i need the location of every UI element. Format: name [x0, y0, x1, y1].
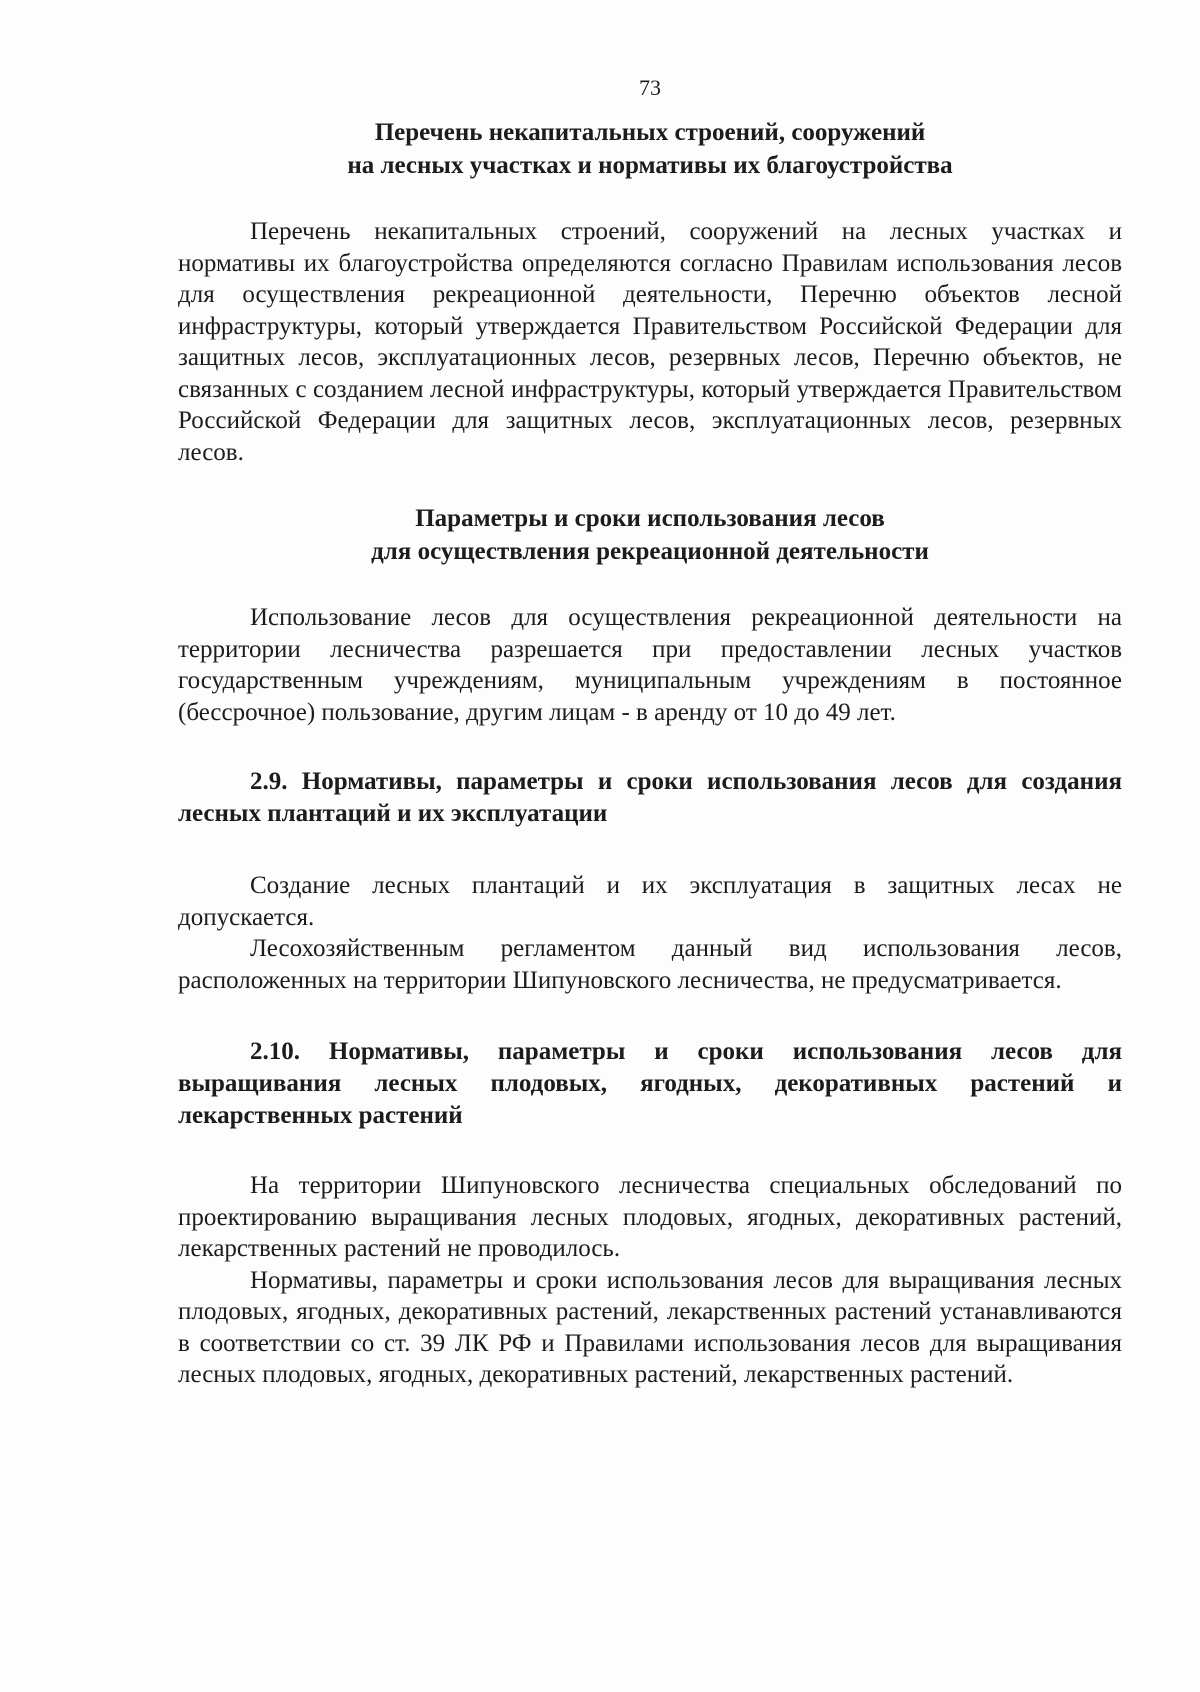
paragraph-cultivation-2: Нормативы, параметры и сроки использования лесов для выращивания лесных плодовых, ягодных, декоративных растений, лекарственных растений устанавливаются в соответствии со ст. 39 ЛК РФ и Правилами использования лесов для выращивания лесных плодовых, ягодных, декоративных растений, лекарственных растений. [178, 1266, 1122, 1388]
paragraph-structures: Перечень некапитальных строений, сооружений на лесных участках и нормативы их благоустройства определяются согласно Правилам использования лесов для осуществления рекреационной деятельности, Перечню объектов лесной инфраструктуры, который утверждается Правительством Российской Федерации для защитных лесов, эксплуатационных лесов, резервных лесов, Перечню объектов, не связанных с созданием лесной инфраструктуры, который утверждается Правительством Российской Федерации для защитных лесов, эксплуатационных лесов, резервных лесов. [178, 218, 1122, 466]
section-title-2-10: 2.10. Нормативы, параметры и сроки использования лесов для выращивания лесных плодовых, ягодных, декоративных растений и лекарственных растений [178, 1038, 1122, 1129]
paragraph-plantations-1: Создание лесных плантаций и их эксплуатация в защитных лесах не допускается. [178, 872, 1122, 931]
paragraph-plantations-2: Лесохозяйственным регламентом данный вид использования лесов, расположенных на территории Шипуновского лесничества, не предусматривается. [178, 935, 1122, 994]
paragraph-cultivation-1: На территории Шипуновского лесничества специальных обследований по проектированию выращивания лесных плодовых, ягодных, декоративных растений, лекарственных растений не проводилось. [178, 1172, 1122, 1262]
section-title-recreation [178, 502, 1122, 568]
section-title-2-9: 2.9. Нормативы, параметры и сроки использования лесов для создания лесных плантаций и их эксплуатации [178, 768, 1122, 827]
paragraph-recreation: Использование лесов для осуществления рекреационной деятельности на территории лесничества разрешается при предоставлении лесных участков государственным учреждениям, муниципальным учреждениям в постоянное (бессрочное) пользование, другим лицам - в аренду от 10 до 49 лет. [178, 604, 1122, 726]
page-number: 73 [639, 75, 661, 100]
section-title-structures [178, 116, 1122, 182]
section-title-line: на лесных участках и нормативы их благоустройства [347, 152, 953, 179]
section-title-line: Перечень некапитальных строений, сооружений [374, 119, 926, 146]
section-title-line: для осуществления рекреационной деятельности [371, 538, 929, 565]
section-title-line: Параметры и сроки использования лесов [415, 505, 885, 532]
